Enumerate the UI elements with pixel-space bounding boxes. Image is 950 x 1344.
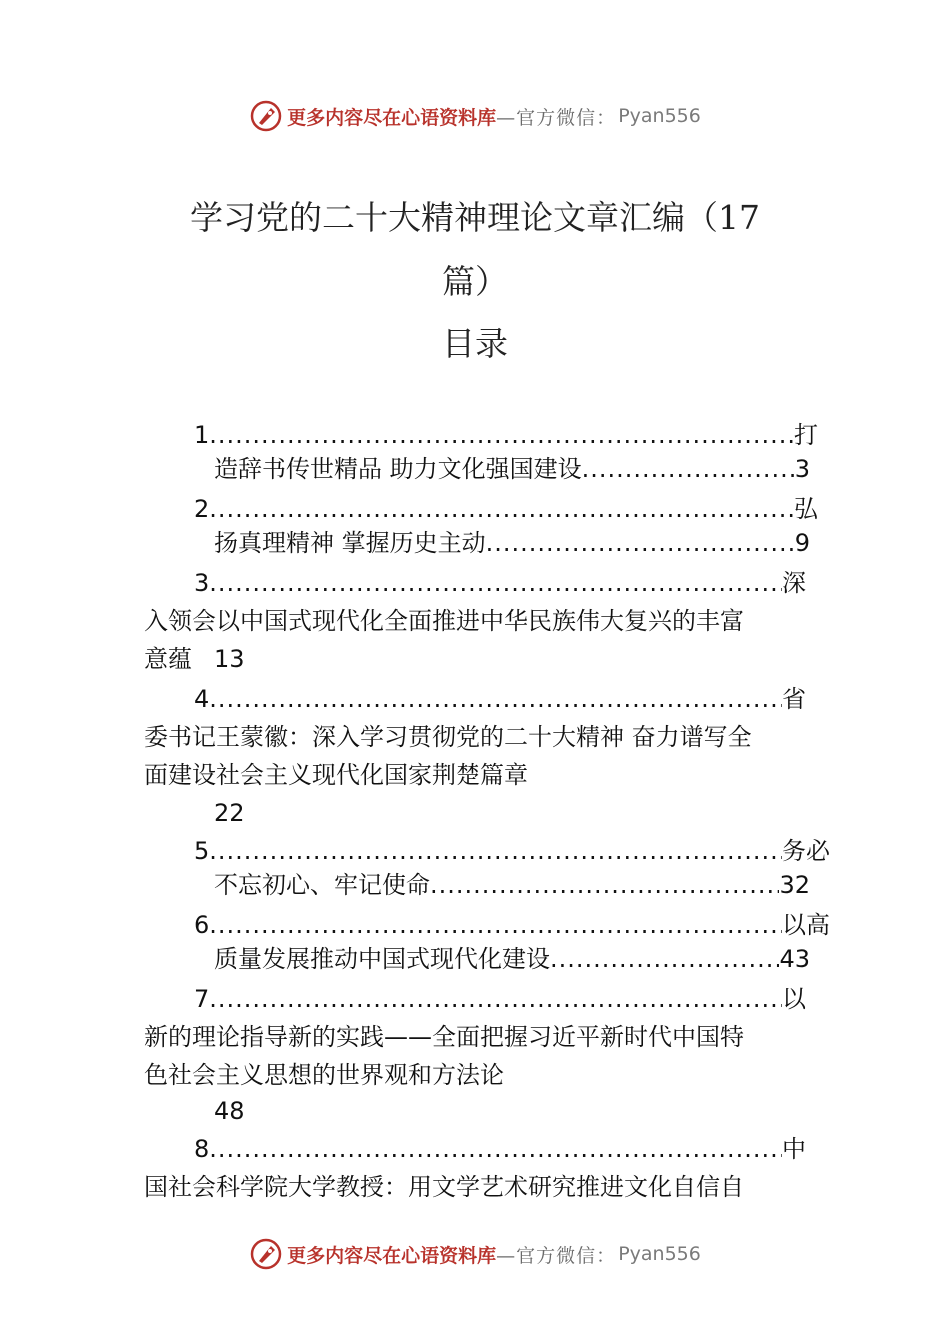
banner-wechat-id: Pyan556 — [618, 1243, 701, 1265]
toc-entry-title-start: 中 — [782, 1135, 806, 1163]
toc-entry-title: 造辞书传世精品 助力文化强国建设 — [214, 455, 582, 483]
toc-heading: 目录 — [442, 324, 508, 363]
toc-leader-dots — [430, 868, 779, 902]
toc-page-number: 13 — [214, 645, 245, 673]
toc-entry-number: 6 — [194, 911, 210, 939]
toc-entry-title: 扬真理精神 掌握历史主动 — [214, 529, 486, 557]
toc-entry-title-start: 以高 — [782, 911, 830, 939]
toc-entry-4-title-line[interactable]: 面建设社会主义现代化国家荆楚篇章 — [144, 761, 528, 789]
toc-leader-dots — [209, 566, 782, 600]
toc-entry-6-body[interactable] — [214, 942, 810, 976]
document-title-continued: 篇） — [442, 262, 508, 301]
toc-page-number: 43 — [779, 945, 810, 973]
toc-leader-dots — [582, 452, 795, 486]
toc-entry-7-title-line[interactable]: 色社会主义思想的世界观和方法论 — [144, 1061, 504, 1089]
toc-entry-title-start: 弘 — [794, 495, 818, 523]
toc-entry-2-head[interactable] — [194, 492, 818, 526]
toc-leader-dots — [209, 834, 782, 868]
toc-leader-dots — [209, 1132, 782, 1166]
toc-entry-title-start: 省 — [782, 685, 806, 713]
toc-page-number[interactable]: 48 — [214, 1097, 245, 1125]
toc-entry-2-body[interactable] — [214, 526, 810, 560]
toc-leader-dots — [209, 982, 782, 1016]
toc-entry-8-title-line[interactable]: 国社会科学院大学教授：用文学艺术研究推进文化自信自 — [144, 1173, 744, 1201]
toc-entry-3-title-line[interactable]: 入领会以中国式现代化全面推进中华民族伟大复兴的丰富 — [144, 607, 744, 635]
toc-entry-1-body[interactable] — [214, 452, 810, 486]
toc-entry-title-start: 以 — [782, 985, 806, 1013]
toc-entry-8-head[interactable] — [194, 1132, 806, 1166]
toc-leader-dots — [486, 526, 795, 560]
banner-library-text: 更多内容尽在心语资料库 — [287, 106, 497, 129]
toc-page-number: 3 — [794, 455, 810, 483]
toc-page-number[interactable]: 22 — [214, 799, 245, 827]
banner-wechat-id: Pyan556 — [618, 105, 701, 127]
toc-page-number: 9 — [794, 529, 810, 557]
toc-leader-dots — [209, 908, 782, 942]
banner-wechat-label: —官方微信： — [496, 1244, 617, 1267]
toc-leader-dots — [209, 418, 794, 452]
toc-entry-title-start: 务必 — [782, 837, 830, 865]
toc-entry-title: 质量发展推动中国式现代化建设 — [214, 945, 550, 973]
toc-entry-5-body[interactable] — [214, 868, 810, 902]
banner-library-text: 更多内容尽在心语资料库 — [287, 1244, 497, 1267]
toc-entry-number: 2 — [194, 495, 210, 523]
toc-entry-number: 4 — [194, 685, 210, 713]
toc-leader-dots — [209, 682, 782, 716]
toc-entry-7-head[interactable] — [194, 982, 806, 1016]
toc-entry-number: 7 — [194, 985, 210, 1013]
toc-entry-3-title-end[interactable] — [144, 642, 245, 676]
toc-entry-title: 不忘初心、牢记使命 — [214, 871, 430, 899]
toc-entry-number: 8 — [194, 1135, 210, 1163]
toc-entry-number: 1 — [194, 421, 210, 449]
toc-entry-title-start: 深 — [782, 569, 806, 597]
toc-page-number: 32 — [779, 871, 810, 899]
toc-entry-5-head[interactable] — [194, 834, 830, 868]
document-title: 学习党的二十大精神理论文章汇编（17 — [190, 198, 760, 237]
toc-entry-4-head[interactable] — [194, 682, 806, 716]
banner-wechat-label: —官方微信： — [496, 106, 617, 129]
footer-banner — [0, 1234, 950, 1274]
toc-entry-6-head[interactable] — [194, 908, 830, 942]
toc-entry-title: 意蕴 — [144, 645, 192, 673]
toc-leader-dots — [550, 942, 779, 976]
toc-entry-4-title-line[interactable]: 委书记王蒙徽：深入学习贯彻党的二十大精神 奋力谱写全 — [144, 723, 752, 751]
toc-entry-number: 5 — [194, 837, 210, 865]
toc-entry-title-start: 打 — [794, 421, 818, 449]
pen-nib-logo-icon — [249, 1237, 283, 1271]
toc-entry-3-head[interactable] — [194, 566, 806, 600]
toc-entry-1-head[interactable] — [194, 418, 818, 452]
toc-entry-number: 3 — [194, 569, 210, 597]
toc-entry-7-title-line[interactable]: 新的理论指导新的实践——全面把握习近平新时代中国特 — [144, 1023, 744, 1051]
toc-leader-dots — [209, 492, 794, 526]
